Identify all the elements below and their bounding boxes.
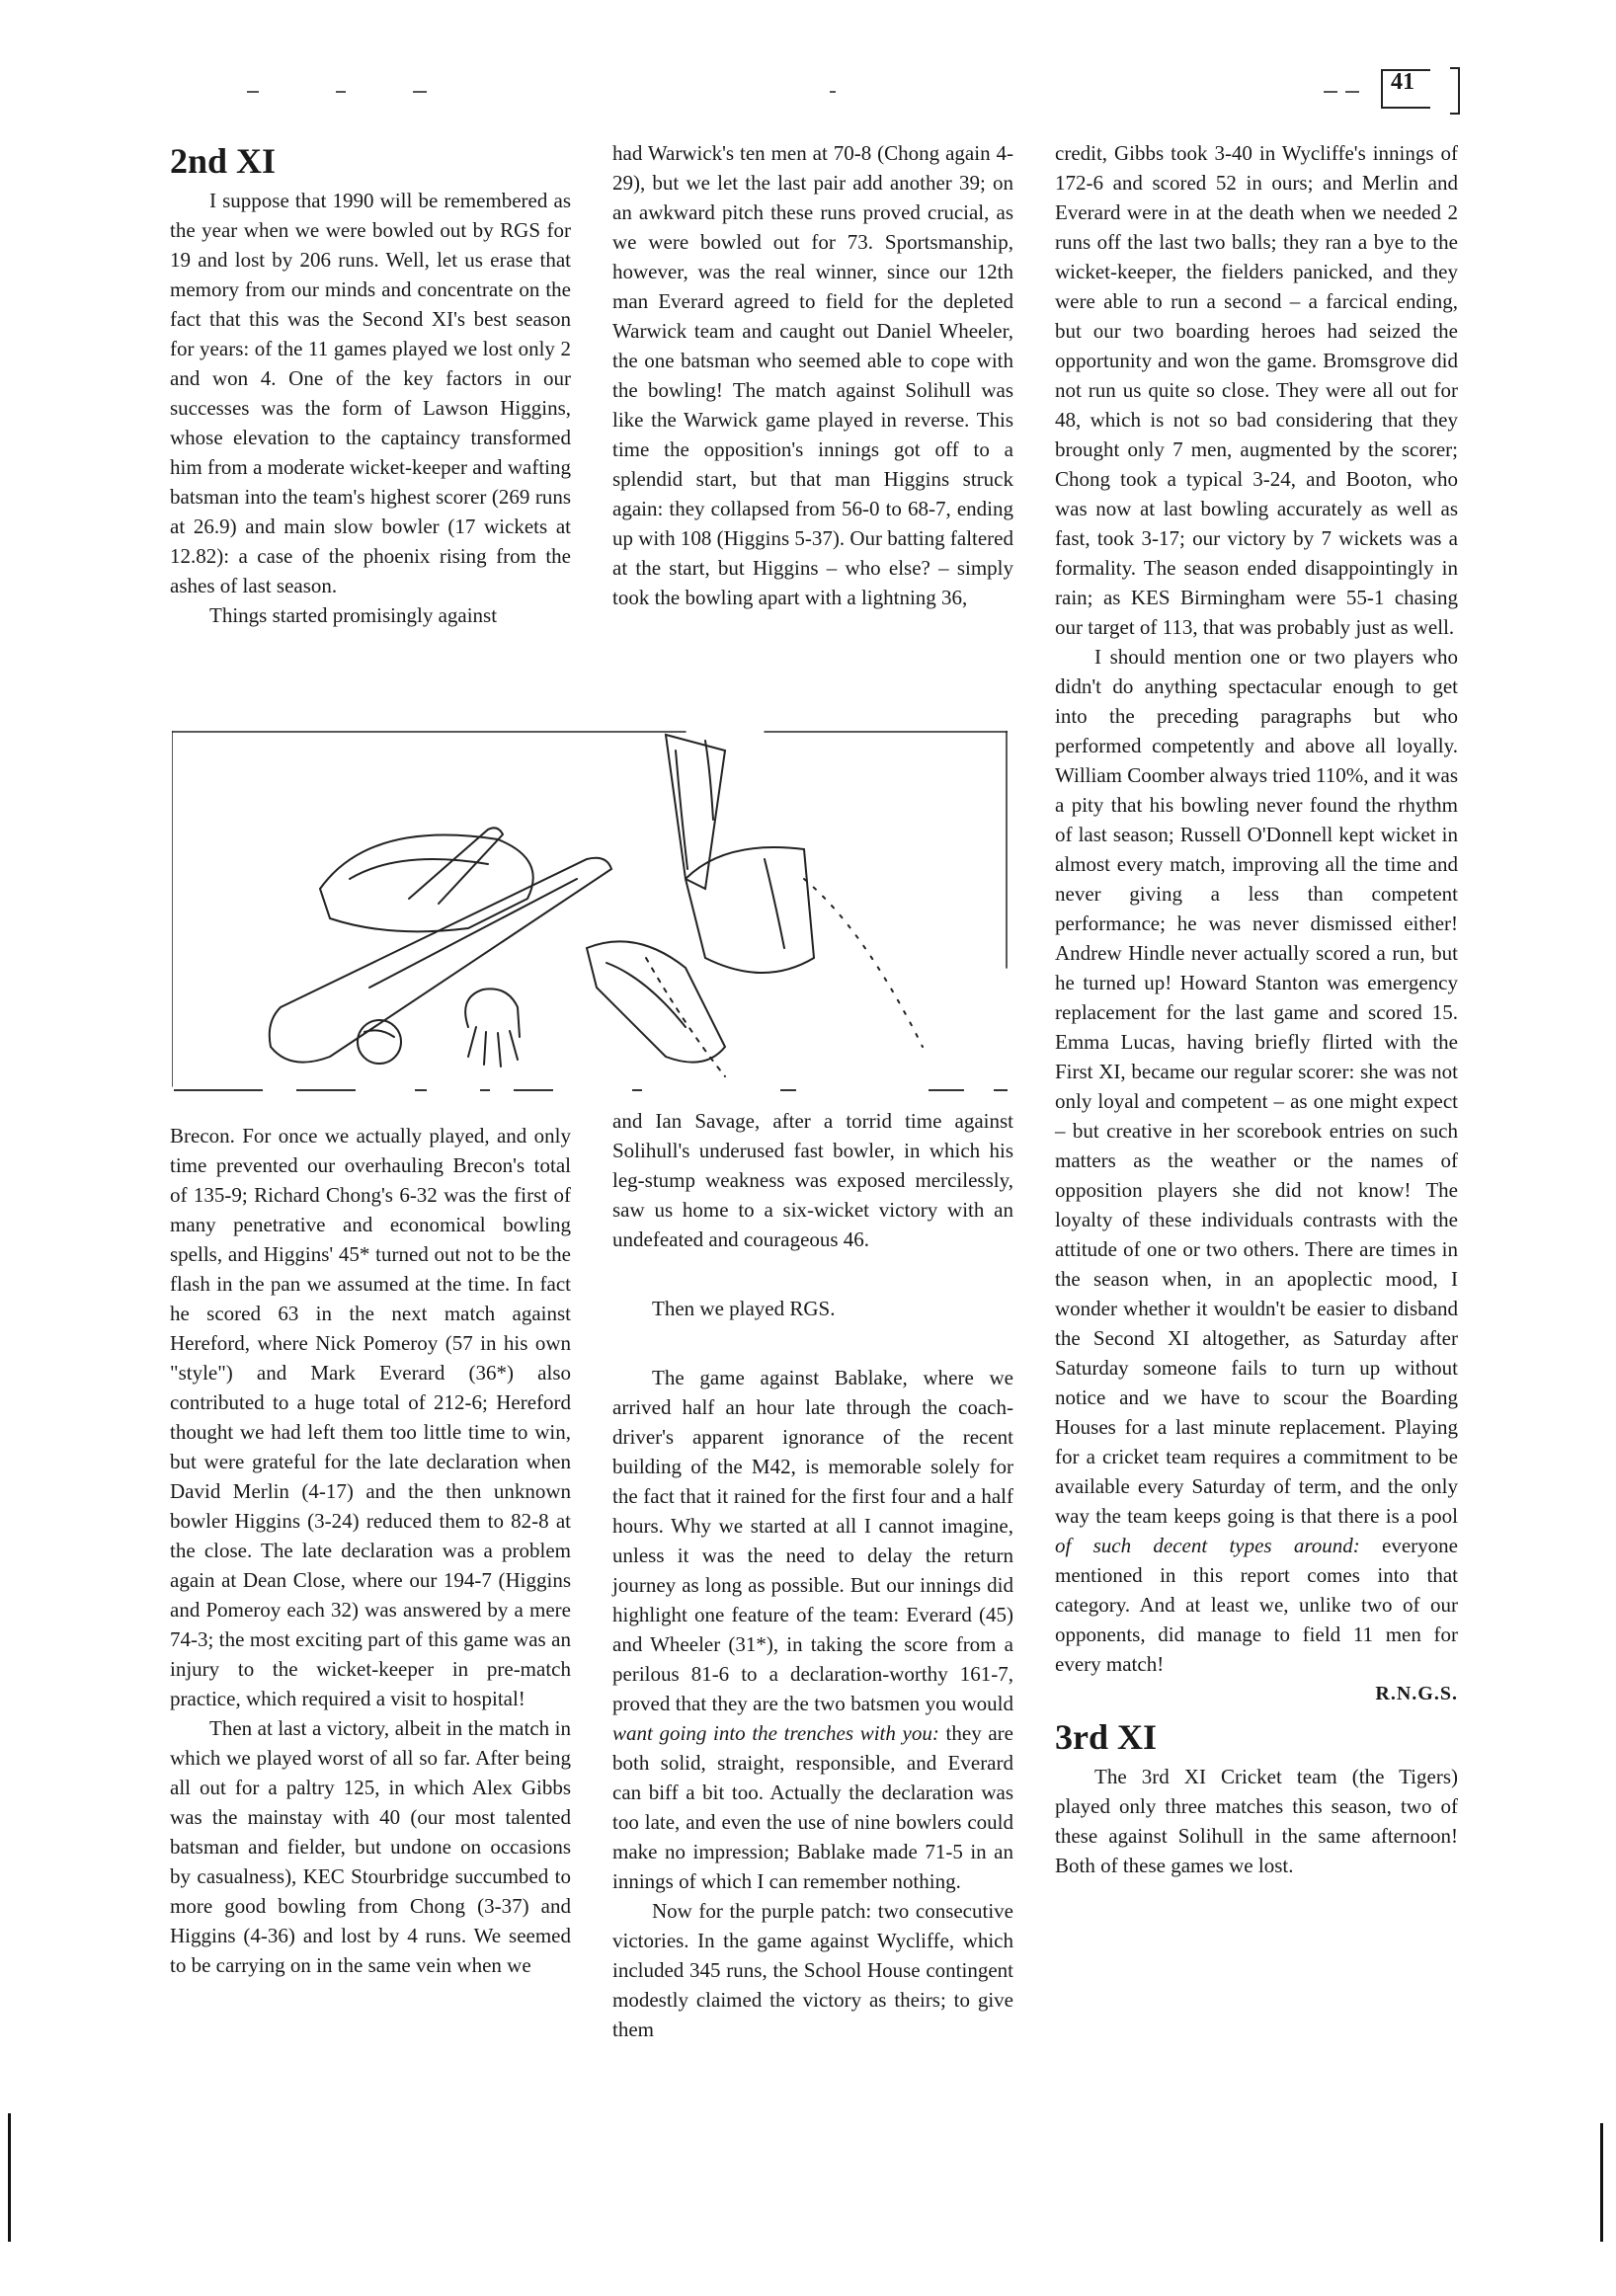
text-run: everyone mentioned in this report comes into that category. And at least we, unlike two of our opponents, did manage to field 11 men for every match! bbox=[1055, 1534, 1458, 1676]
figure-rule bbox=[780, 1089, 796, 1091]
figure-rule bbox=[929, 1089, 964, 1091]
column-3 bbox=[1055, 138, 1458, 1880]
column-2-bottom bbox=[612, 1106, 1013, 2044]
column-1-top bbox=[170, 140, 571, 630]
cricket-illustration bbox=[172, 731, 1008, 1088]
header-dash bbox=[336, 91, 346, 93]
scan-edge-mark bbox=[1600, 2123, 1603, 2242]
scan-edge-mark bbox=[8, 2113, 11, 2242]
figure-rule bbox=[480, 1089, 490, 1091]
text-run: I should mention one or two players who didn't do anything spectacular enough to get into the preceding paragraphs but who performed competently and above all loyally. William Coomber always tried 110%, and it was a pity that his bowling never found the rhythm of last season; Russell O'Donnell kept wicket in almost every match, improving all the time and never giving a less than competent performance; he was never dismissed either! Andrew Hindle never actually scored a run, but he turned up! Howard Stanton was emergency replacement for the last game and scored 15. Emma Lucas, having briefly flirted with the First XI, became our regular scorer: she was not only loyal and competent – as one might expect – but creative in her scorebook entries on such matters as the weather or the names of opposition players she did not know! The loyalty of these individuals contrasts with the attitude of one or two others. There are times in the season when, in an apoplectic mood, I wonder whether it wouldn't be easier to disband the Second XI altogether, as Saturday after Saturday someone fails to turn up without notice and we have to scour the Boarding Houses for a last minute replacement. Playing for a cricket team requires a commitment to be available every Saturday of term, and the only way the team keeps going is that there is a pool bbox=[1055, 645, 1458, 1528]
paragraph: I suppose that 1990 will be remembered as the year when we were bowled out by RGS for 19 and lost by 206 runs. Well, let us erase that memory from our minds and concentrate on the fact that this was the Second XI's best season for years: of the 11 games played we lost only 2 and won 4. One of the key factors in our successes was the form of Lawson Higgins, whose elevation to the captaincy transformed him from a moderate wicket-keeper and wafting batsman into the team's highest scorer (269 runs at 26.9) and main slow bowler (17 wickets at 12.82): a case of the phoenix rising from the ashes of last season. bbox=[170, 189, 571, 597]
figure-rule bbox=[514, 1089, 553, 1091]
section-heading-2nd-xi: 2nd XI bbox=[170, 141, 277, 181]
column-1-bottom bbox=[170, 1121, 571, 1980]
paragraph: Brecon. For once we actually played, and only time prevented our overhauling Brecon's total of 135-9; Richard Chong's 6-32 was the first of many penetrative and economical bowling spells, and Higgins' 45* turned out not to be the flash in the pan we assumed at the time. In fact he scored 63 in the next match against Hereford, where Nick Pomeroy (57 in his own "style") and Mark Everard (36*) also contributed to a huge total of 212-6; Hereford thought we had left them too little time to win, but were grateful for the late declaration when David Merlin (4-17) and the then unknown bowler Higgins (3-24) reduced them to 82-8 at the close. The late declaration was a problem again at Dean Close, where our 194-7 (Higgins and Pomeroy each 32) was answered by a mere 74-3; the most exciting part of this game was an injury to the wicket-keeper in pre-match practice, which required a visit to hospital! bbox=[170, 1124, 571, 1710]
paragraph: had Warwick's ten men at 70-8 (Chong again 4-29), but we let the last pair add another 39; on an awkward pitch these runs proved crucial, as we were bowled out for 73. Sportsmanship, however, was the real winner, since our 12th man Everard agreed to field for the depleted Warwick team and caught out Daniel Wheeler, the one batsman who seemed able to cope with the bowling! The match against Solihull was like the Warwick game played in reverse. This time the opposition's innings got off to a splendid start, but that man Higgins struck again: they collapsed from 56-0 to 68-7, ending up with 108 (Higgins 5-37). Our batting faltered at the start, but Higgins – who else? – simply took the bowling apart with a lightning 36, bbox=[612, 141, 1013, 609]
author-signature: R.N.G.S. bbox=[1375, 1683, 1458, 1704]
figure-rule bbox=[415, 1089, 427, 1091]
section-heading-3rd-xi: 3rd XI bbox=[1055, 1717, 1158, 1757]
paragraph: Then at last a victory, albeit in the match in which we played worst of all so far. After being all out for a paltry 125, in which Alex Gibbs was the mainstay with 40 (our most talented batsman and fielder, but undone on occasions by casualness), KEC Stourbridge succumbed to more good bowling from Chong (3-37) and Higgins (4-36) and lost by 4 runs. We seemed to be carrying on in the same vein when we bbox=[170, 1716, 571, 1977]
figure-rule bbox=[632, 1089, 642, 1091]
paragraph: Things started promisingly against bbox=[209, 603, 498, 627]
emphasis-text: of such decent types around: bbox=[1055, 1534, 1360, 1557]
page-number-bracket bbox=[1450, 67, 1460, 115]
header-dash bbox=[247, 91, 259, 93]
column-2-top bbox=[612, 138, 1013, 612]
cricket-sketch-icon bbox=[172, 731, 1008, 1088]
paragraph: Now for the purple patch: two consecutive victories. In the game against Wycliffe, which included 345 runs, the School House contingent modestly claimed the victory as theirs; to give them bbox=[612, 1899, 1013, 2041]
figure-rule bbox=[994, 1089, 1008, 1091]
paragraph bbox=[1055, 642, 1458, 1679]
paragraph: The 3rd XI Cricket team (the Tigers) played only three matches this season, two of these against Solihull in the same afternoon! Both of these games we lost. bbox=[1055, 1765, 1458, 1877]
paragraph bbox=[612, 1363, 1013, 1896]
paragraph: credit, Gibbs took 3-40 in Wycliffe's innings of 172-6 and scored 52 in ours; and Merlin and Everard were in at the death when we needed 2 runs off the last two balls; they ran a bye to the wicket-keeper, the fielders panicked, and they were able to run a second – a farcical ending, but our two boarding heroes had seized the opportunity and won the game. Bromsgrove did not run us quite so close. They were all out for 48, which is not so bad considering that they brought only 7 men, augmented by the scorer; Chong took a typical 3-24, and Booton, who was now at last bowling accurately as well as fast, took 3-17; our victory by 7 wickets was a formality. The season ended disappointingly in rain; as KES Birmingham were 55-1 chasing our target of 113, that was probably just as well. bbox=[1055, 141, 1458, 639]
emphasis-text: want going into the trenches with you: bbox=[612, 1721, 939, 1745]
text-run: they are both solid, straight, responsible, and Everard can biff a bit too. Actually the declaration was too late, and even the use of nine bowlers could make no impression; Bablake made 71-5 in an innings of which I can remember nothing. bbox=[612, 1721, 1014, 1893]
header-dash bbox=[1324, 91, 1337, 93]
paragraph: and Ian Savage, after a torrid time against Solihull's underused fast bowler, in which his leg-stump weakness was exposed mercilessly, saw us home to a six-wicket victory with an undefeated and courageous 46. bbox=[612, 1109, 1013, 1251]
figure-rule bbox=[174, 1089, 263, 1091]
header-dash bbox=[830, 91, 836, 93]
paragraph: Then we played RGS. bbox=[652, 1297, 836, 1320]
page-number: 41 bbox=[1391, 69, 1414, 95]
header-dash bbox=[413, 91, 427, 93]
text-run: The game against Bablake, where we arrived half an hour late through the coach-driver's apparent ignorance of the recent building of the M42, is memorable solely for the fact that it rained for the first four and a half hours. Why we started at all I cannot imagine, unless it was the need to delay the return journey as long as possible. But our innings did highlight one feature of the team: Everard (45) and Wheeler (31*), in taking the score from a perilous 81-6 to a declaration-worthy 161-7, proved that they are the two batsmen you would bbox=[612, 1366, 1013, 1715]
figure-rule bbox=[296, 1089, 356, 1091]
header-dash bbox=[1345, 91, 1359, 93]
